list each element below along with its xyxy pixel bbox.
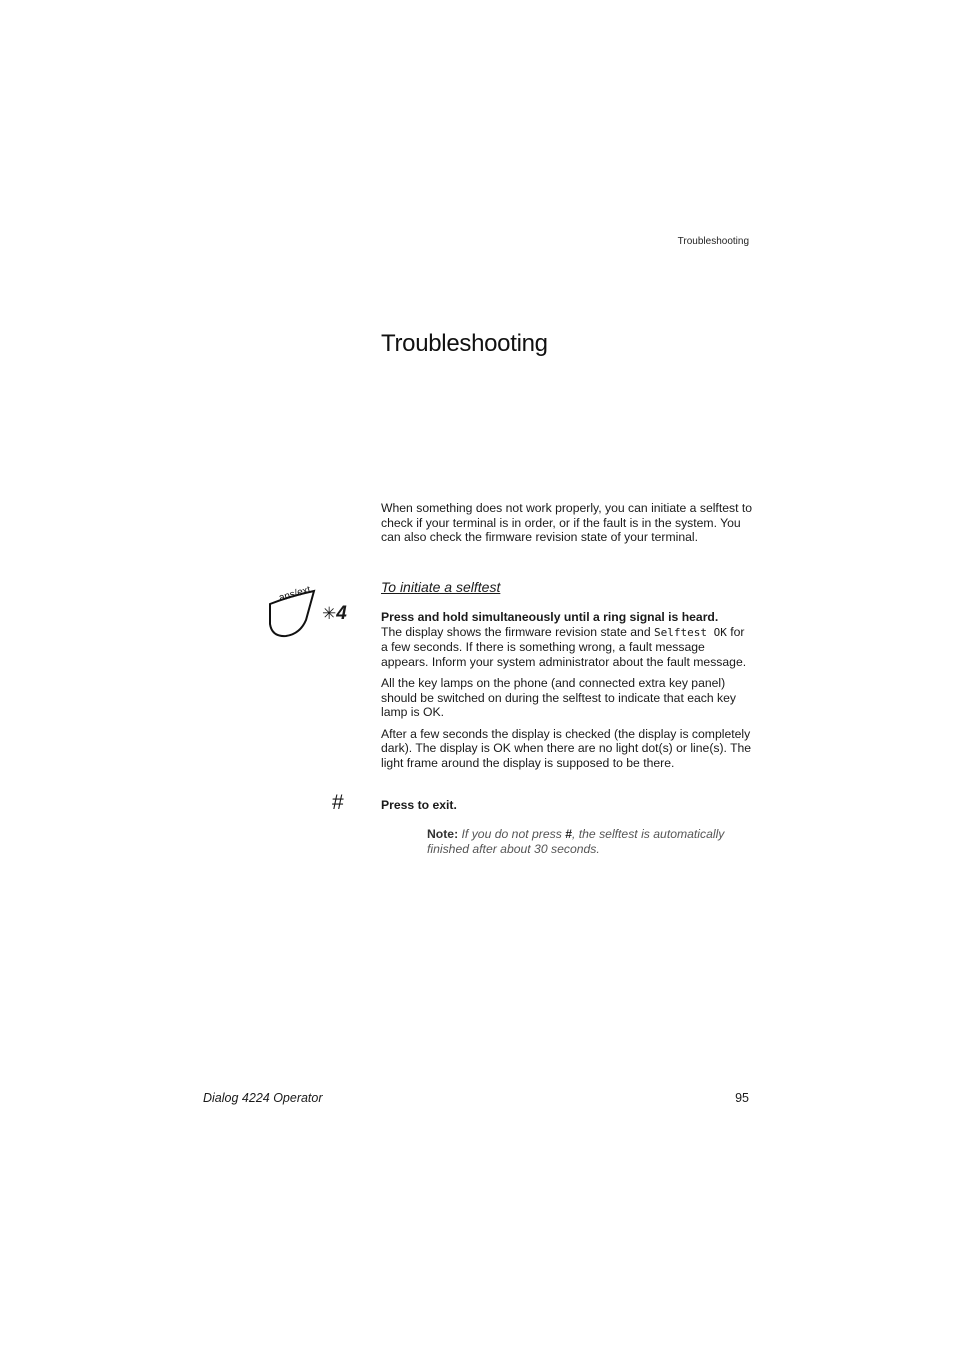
running-header: Troubleshooting [677, 236, 749, 247]
step1-instruction: Press and hold simultaneously until a ring signal is heard. [381, 610, 719, 624]
footer-manual-title: Dialog 4224 Operator [203, 1091, 323, 1105]
hash-key-icon: # [332, 791, 344, 814]
note [427, 827, 753, 856]
footer-page-number: 95 [735, 1091, 749, 1105]
step1-desc-after: for a few seconds. If there is something wrong, a fault message appears. Inform your system administrator about the fault message. [381, 624, 747, 669]
digit-4-key: 4 [336, 603, 347, 624]
note-label: Note: [427, 827, 459, 841]
section-heading: To initiate a selftest [381, 579, 501, 595]
step1-desc-before: The display shows the firmware revision state and [381, 624, 654, 639]
page-title: Troubleshooting [381, 330, 548, 357]
ans-ext-label: ans/ext [277, 584, 312, 604]
step-press-and-hold [381, 610, 753, 777]
intro-paragraph: When something does not work properly, you can initiate a selftest to check if your terminal is in order, or if the fault is in the system. You can also check the firmware revision state of your terminal. [381, 501, 753, 544]
note-text-after: , the selftest is automatically finished after about 30 seconds. [427, 827, 725, 856]
step2-instruction: Press to exit. [381, 798, 457, 812]
ans-ext-key-icon [262, 582, 324, 642]
star-4-key [322, 603, 347, 625]
note-text-before: If you do not press [458, 827, 566, 841]
step1-para3: After a few seconds the display is checked (the display is completely dark). The display is OK when there are no light dot(s) or line(s). The light frame around the display is supposed to be there. [381, 726, 752, 770]
note-hash-icon: # [565, 827, 572, 841]
display-text-selftest-ok: Selftest OK [654, 625, 727, 639]
step-press-to-exit [381, 798, 753, 813]
step1-para2: All the key lamps on the phone (and connected extra key panel) should be switched on during the selftest to indicate that each key lamp is OK. [381, 676, 737, 719]
star-icon: ✳ [322, 604, 337, 623]
